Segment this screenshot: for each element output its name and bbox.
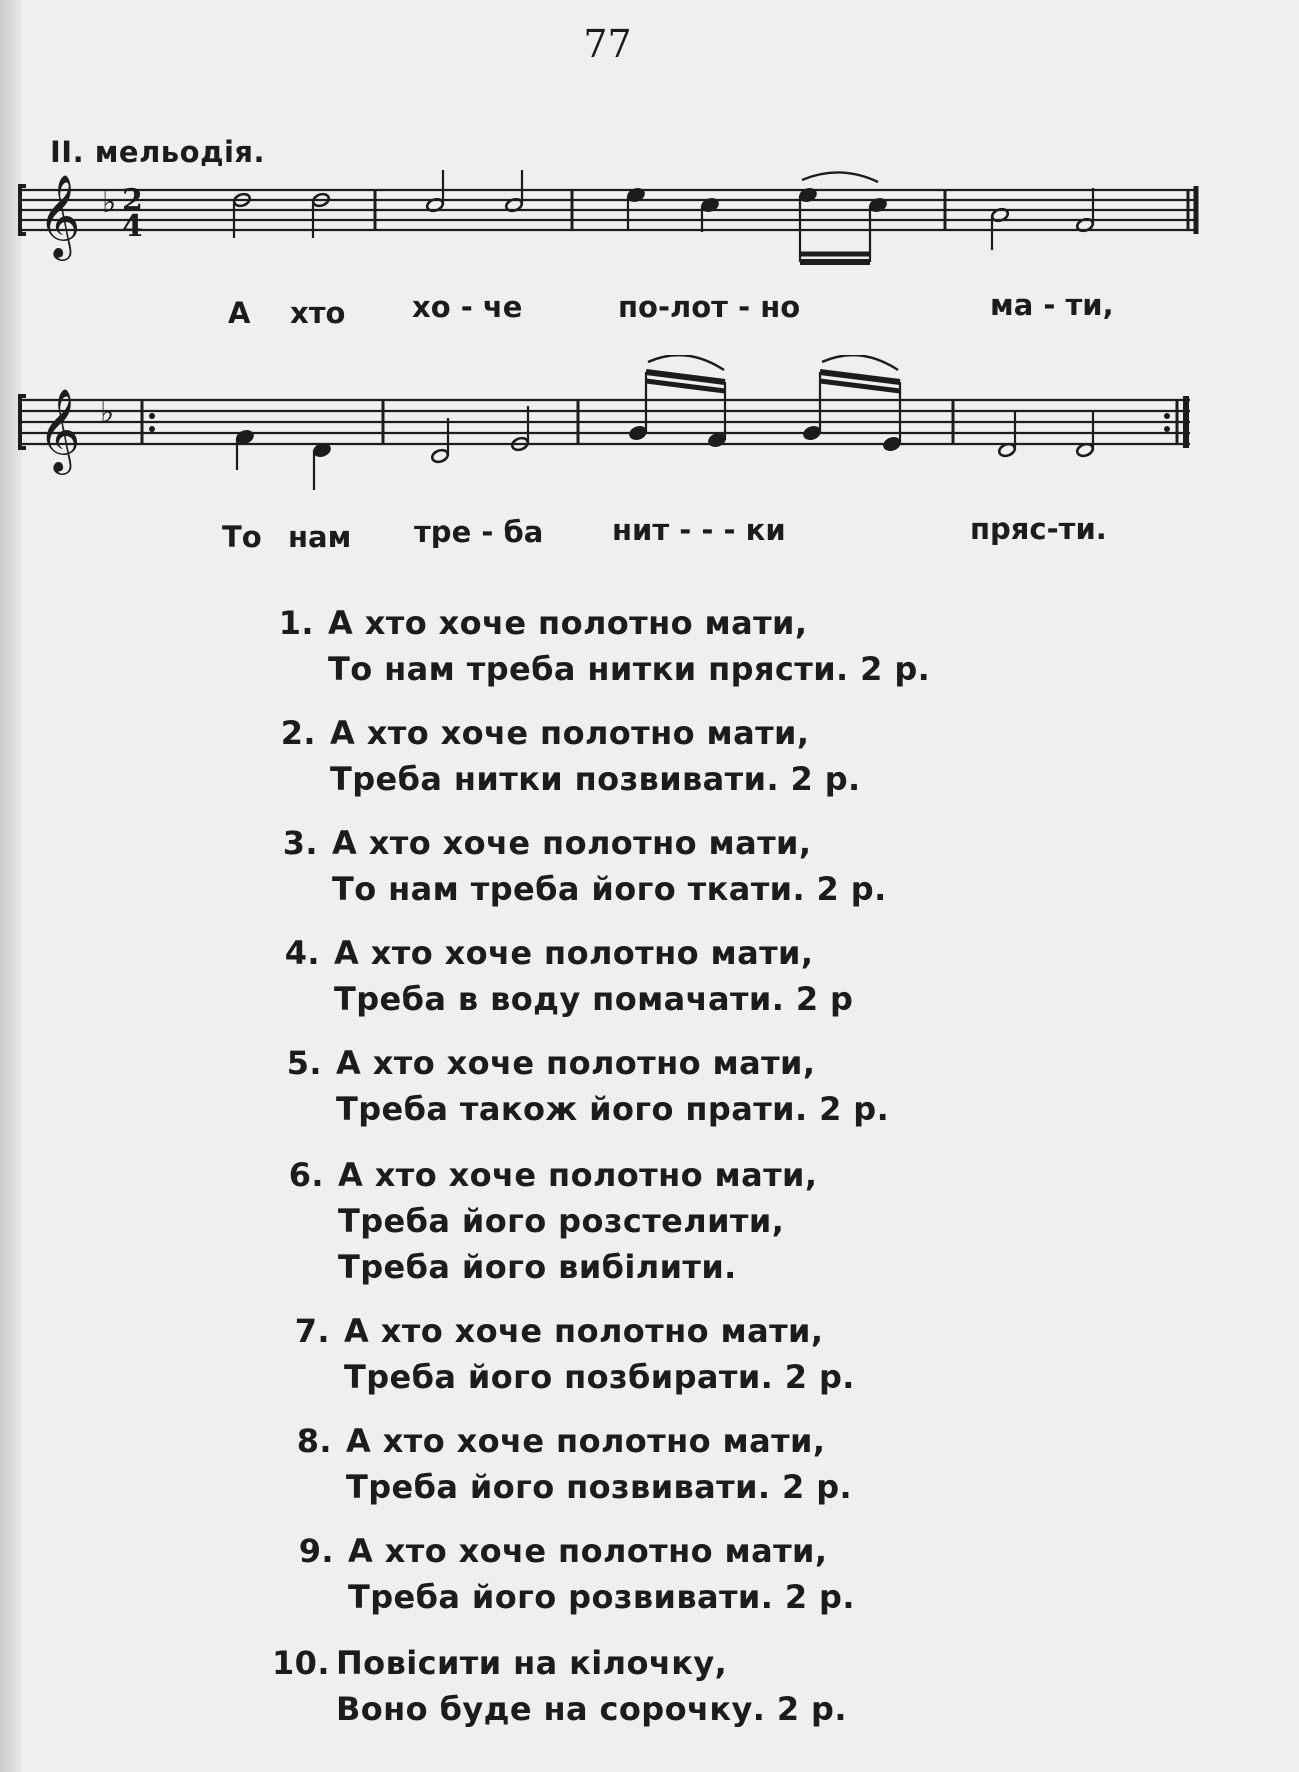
lyric-syllable: хо - че: [412, 290, 523, 324]
verse-line: А хто хоче полотно мати,: [344, 1312, 824, 1350]
verse-line: А хто хоче полотно мати,: [338, 1156, 818, 1194]
verse-line: Треба нитки позвивати. 2 р.: [330, 760, 861, 798]
verse-line: А хто хоче полотно мати,: [336, 1044, 816, 1082]
verse-line: То нам треба його ткати. 2 р.: [332, 870, 887, 908]
lyric-syllable: А: [228, 296, 251, 330]
verse-line: Треба його позвивати. 2 р.: [346, 1468, 853, 1506]
verse-line: Треба його вибілити.: [338, 1248, 737, 1286]
verse-10: [272, 1640, 847, 1732]
verse-number: 1.: [278, 604, 314, 642]
slur: [648, 355, 724, 370]
note: [431, 448, 450, 464]
lyric-syllable: тре - ба: [414, 515, 544, 549]
section-title: II. мельодія.: [50, 135, 266, 169]
note: [236, 429, 255, 445]
lyric-syllable: хто: [290, 296, 346, 330]
verse-line: Воно буде на сорочку. 2 р.: [336, 1690, 847, 1728]
lyric-syllable: То: [222, 520, 262, 554]
verse-3: [268, 820, 887, 912]
time-sig-top: 2: [122, 183, 143, 218]
verse-number: 10.: [272, 1644, 330, 1682]
flat-sign-icon: ♭: [100, 395, 115, 430]
slur: [802, 172, 878, 182]
verse-number: 7.: [294, 1312, 330, 1350]
verse-4: [270, 930, 853, 1022]
verse-number: 5.: [286, 1044, 322, 1082]
verse-7: [280, 1308, 855, 1400]
verse-line: А хто хоче полотно мати,: [348, 1532, 828, 1570]
verse-line: А хто хоче полотно мати,: [332, 824, 812, 862]
page-number: 77: [583, 22, 632, 66]
verse-line: Треба його позбирати. 2 р.: [344, 1358, 855, 1396]
treble-clef-icon: 𝄞: [38, 387, 81, 471]
note: [629, 425, 648, 441]
staff-lines: [22, 190, 1196, 230]
verse-line: Треба його розстелити,: [338, 1202, 785, 1240]
lyric-syllable: нит - - - ки: [612, 513, 786, 547]
verse-number: 9.: [298, 1532, 334, 1570]
verse-number: 2.: [280, 714, 316, 752]
lyric-syllable: нам: [288, 520, 352, 554]
music-staff-2: [0, 355, 1299, 495]
verse-5: [272, 1040, 889, 1132]
verse-number: 6.: [288, 1156, 324, 1194]
verse-line: Треба в воду помачати. 2 р: [334, 980, 854, 1018]
note: [803, 425, 822, 441]
treble-clef-icon: 𝄞: [38, 173, 81, 257]
verse-9: [284, 1528, 855, 1620]
music-staff-1: [0, 150, 1299, 280]
lyric-syllable: ма - ти,: [990, 288, 1114, 322]
verse-number: 4.: [284, 934, 320, 972]
verse-8: [282, 1418, 852, 1510]
flat-sign-icon: ♭: [102, 185, 117, 220]
verse-2: [266, 710, 861, 802]
slur: [822, 355, 898, 370]
verse-line: А хто хоче полотно мати,: [346, 1422, 826, 1460]
time-sig-bottom: 4: [122, 209, 143, 244]
note: [883, 436, 902, 452]
verse-line: А хто хоче полотно мати,: [334, 934, 814, 972]
verse-line: Повісити на кілочку,: [336, 1644, 728, 1682]
verse-1: [264, 600, 930, 692]
verse-line: Треба його розвивати. 2 р.: [348, 1578, 855, 1616]
verse-line: Треба також його прати. 2 р.: [336, 1090, 890, 1128]
verse-number: 8.: [296, 1422, 332, 1460]
verse-6: [274, 1152, 817, 1290]
note: [708, 432, 727, 448]
verse-line: То нам треба нитки прясти. 2 р.: [328, 650, 931, 688]
verse-number: 3.: [282, 824, 318, 862]
lyric-syllable: по-лот - но: [618, 290, 801, 324]
verse-line: А хто хоче полотно мати,: [330, 714, 810, 752]
lyric-syllable: пряс-ти.: [970, 512, 1107, 546]
verse-line: А хто хоче полотно мати,: [328, 604, 808, 642]
